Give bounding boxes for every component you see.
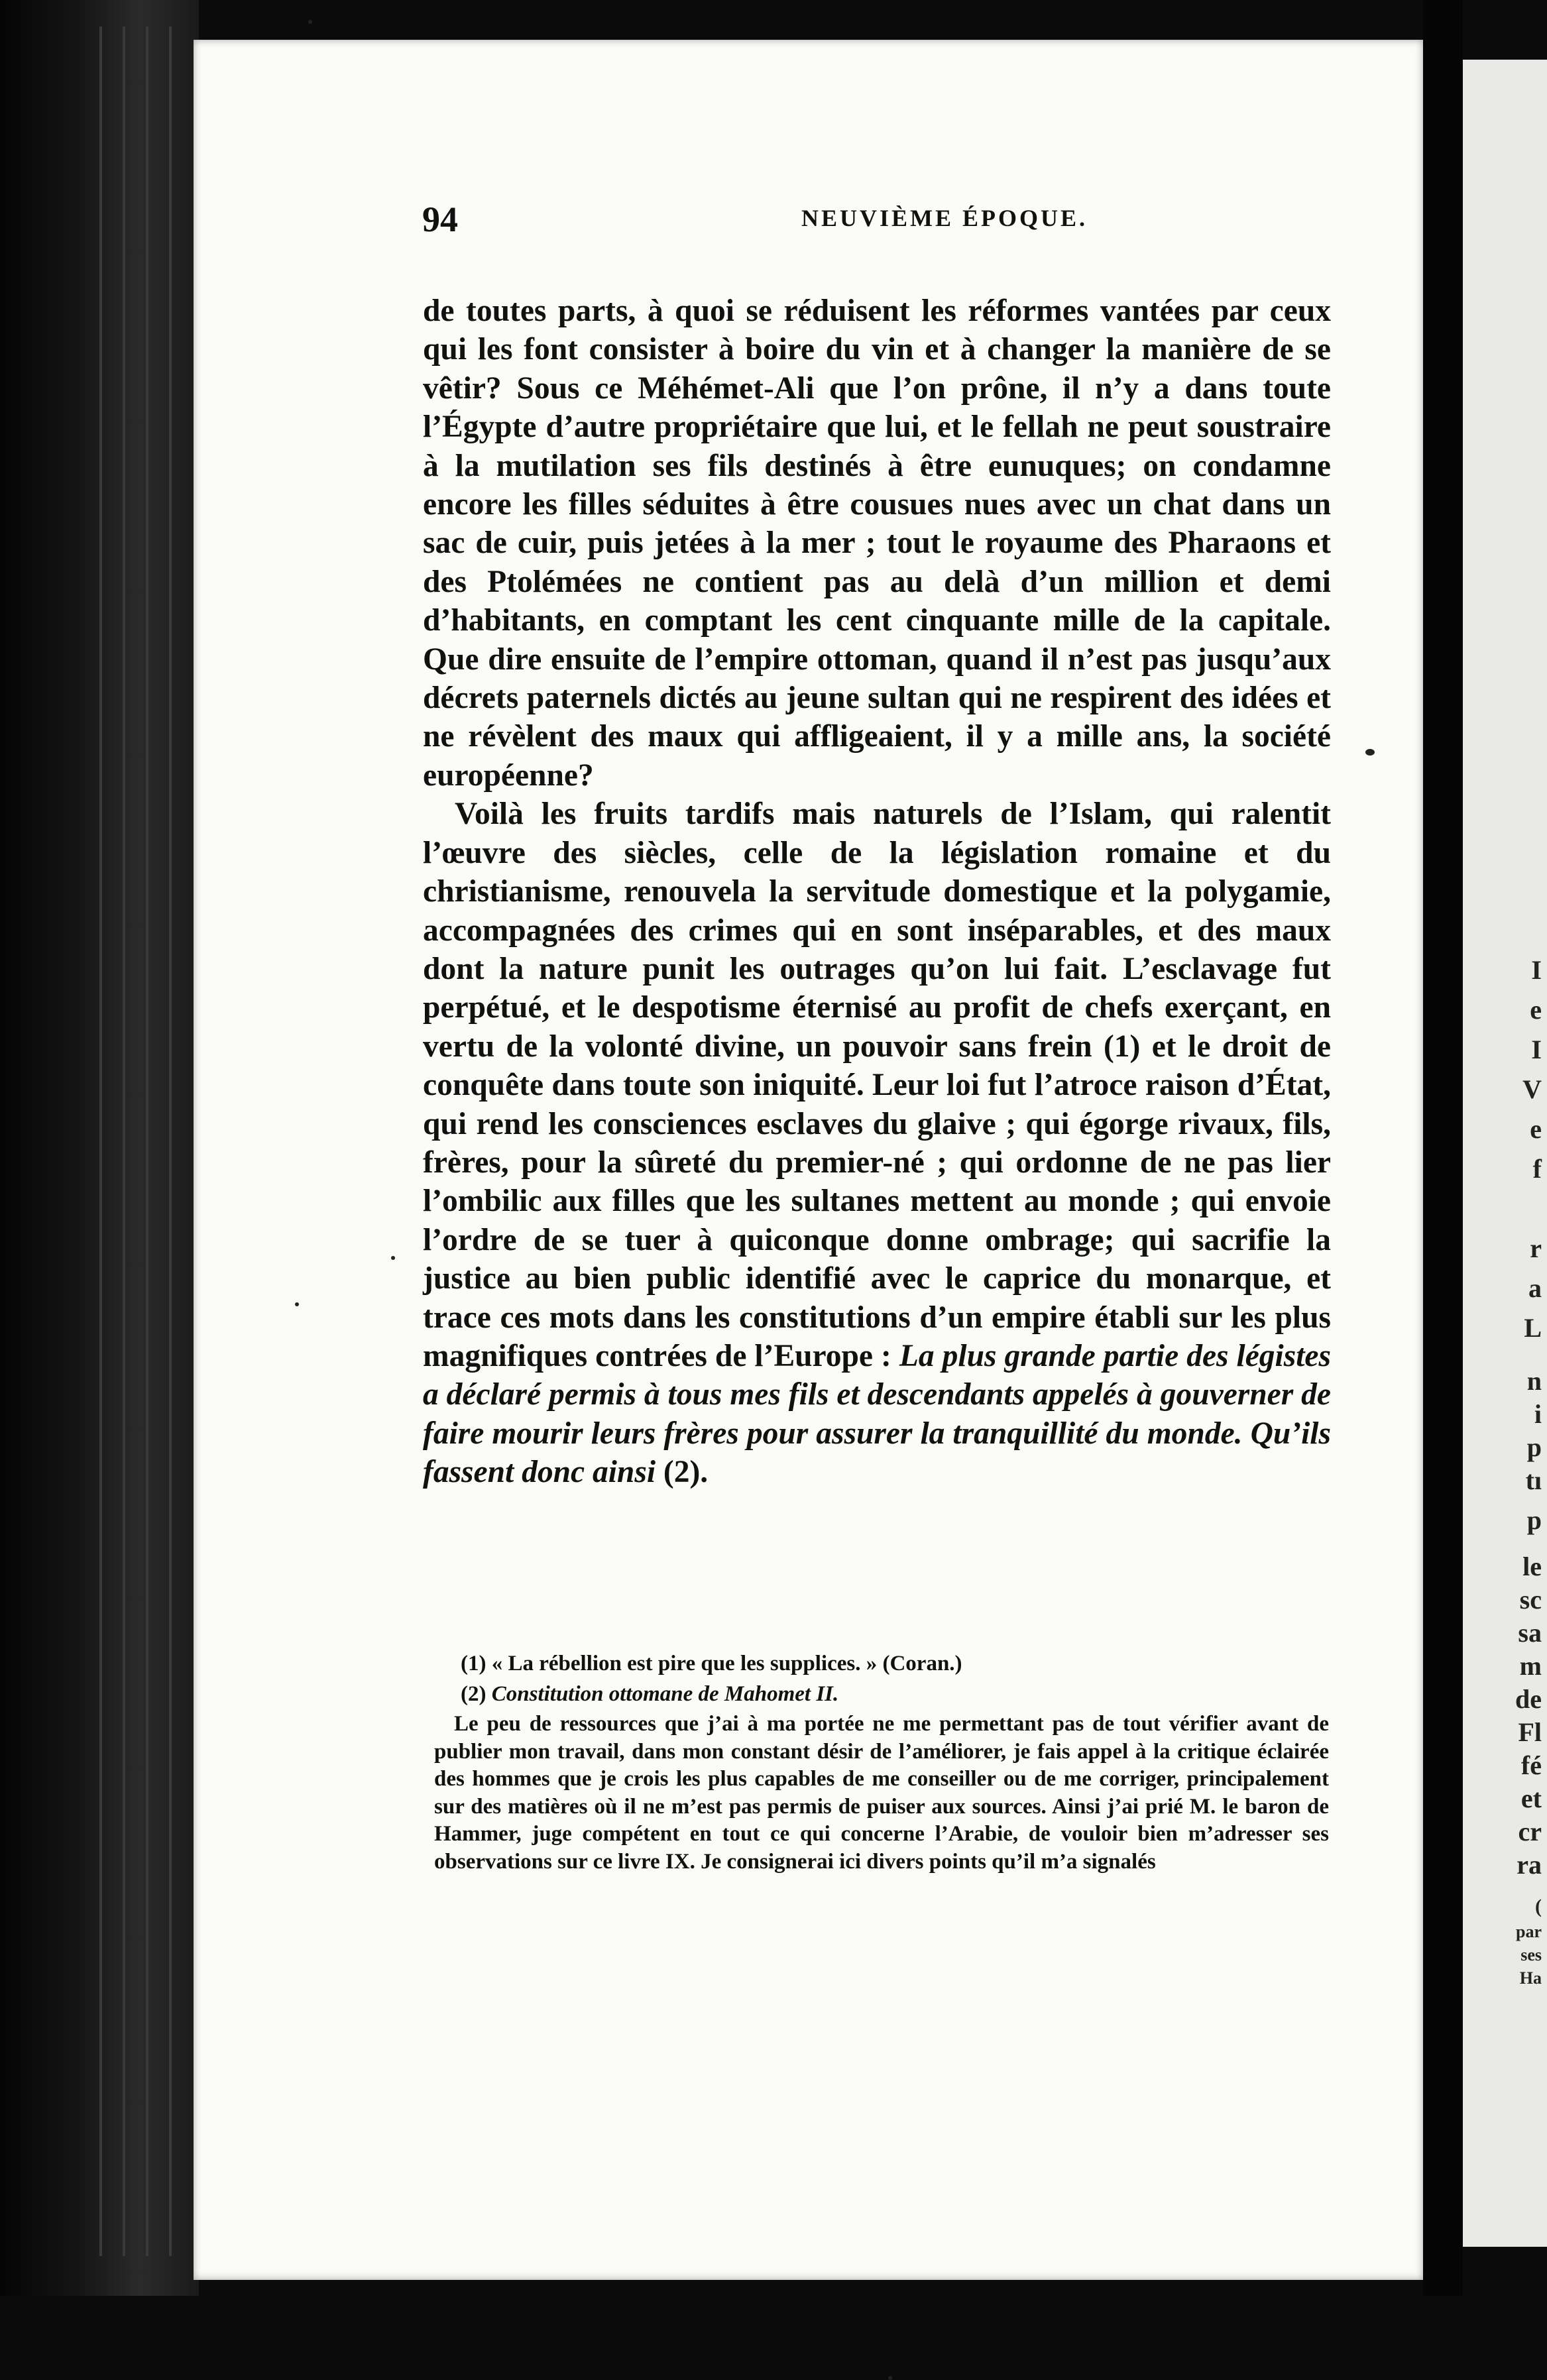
adjacent-fragment: f: [1532, 1154, 1542, 1184]
adjacent-fragment: Ha: [1519, 1968, 1542, 1988]
binding-line: [123, 27, 125, 2256]
main-text: [423, 292, 1331, 1492]
italic-quote: La plus grande partie des légistes a déclaré permis à tous mes fils et descendants appelés à gouverner de faire mourir leurs frères pour assurer la tranquillité du monde. Qu’ils fassent donc ainsi: [423, 1338, 1332, 1490]
page-gutter: [1423, 0, 1463, 2296]
paragraph-text: Voilà les fruits tardifs mais naturels de l’Islam, qui ralentit l’œuvre des siècles, celle de la législation romaine et du christianisme, renouvela la servitude domestique et la polygamie, accompagnées des crimes qui en sont inséparables, et des maux dont la nature punit les outrages qu’on lui fait. L’esclavage fut perpétué, et le despotisme éternisé au profit de chefs exerçant, en vertu de la volonté divine, un pouvoir sans frein (1) et le droit de conquête dans toute son iniquité. Leur loi fut l’atroce raison d’État, qui rend les consciences esclaves du glaive ; qui égorge rivaux, fils, frères, pour la sûreté du premier-né ; qui ordonne de ne pas lier l’ombilic aux filles que les sultanes mettent au monde ; qui envoie l’ordre de se tuer à quiconque donne ombrage; qui sacrifie la justice au bien public identifié avec le caprice du monarque, et trace ces mots dans les constitutions d’un empire établi sur les plus magnifiques contrées de l’Europe :: [423, 797, 1331, 1373]
footnote-1: [461, 1650, 1329, 1678]
footnote-marker: (2): [461, 1681, 487, 1706]
adjacent-fragment: L: [1524, 1313, 1542, 1343]
footnote-text: Constitution ottomane de Mahomet II.: [491, 1681, 839, 1706]
adjacent-fragment: m: [1519, 1651, 1542, 1681]
adjacent-fragment: p: [1526, 1505, 1542, 1535]
paragraph: [423, 795, 1331, 1491]
adjacent-fragment: cr: [1518, 1817, 1542, 1846]
adjacent-fragment: sa: [1518, 1618, 1542, 1648]
scan-speck: [391, 1256, 395, 1260]
chapter-title: NEUVIÈME ÉPOQUE.: [801, 205, 1088, 231]
adjacent-fragment: tı: [1525, 1465, 1542, 1495]
adjacent-fragment: n: [1526, 1366, 1542, 1396]
adjacent-fragment: I: [1531, 1035, 1542, 1064]
adjacent-fragment: fé: [1520, 1750, 1542, 1780]
page-number: 94: [422, 199, 458, 239]
adjacent-fragment: p: [1526, 1432, 1542, 1462]
adjacent-fragment: ses: [1520, 1945, 1542, 1964]
scan-speck: [308, 20, 312, 24]
scan-speck: [888, 2376, 892, 2380]
binding-line: [146, 27, 148, 2256]
adjacent-fragment: sc: [1519, 1585, 1542, 1615]
footnote-2: [461, 1681, 1329, 1709]
adjacent-fragment: le: [1522, 1552, 1542, 1581]
footnotes: [434, 1650, 1329, 1876]
adjacent-fragment: de: [1515, 1684, 1542, 1714]
adjacent-fragment: (: [1535, 1896, 1542, 1917]
adjacent-fragment: a: [1528, 1273, 1542, 1303]
footnote-marker: (1): [461, 1652, 487, 1675]
adjacent-fragment: e: [1530, 1114, 1542, 1144]
running-head: [229, 199, 1170, 252]
binding-line: [99, 27, 102, 2256]
scan-speck: [1365, 749, 1375, 756]
adjacent-fragment: ra: [1517, 1850, 1542, 1880]
adjacent-fragment: par: [1516, 1922, 1542, 1941]
adjacent-fragment: I: [1531, 955, 1542, 985]
adjacent-fragment: i: [1534, 1399, 1542, 1429]
adjacent-fragment: r: [1530, 1233, 1542, 1263]
scan-speck: [295, 1302, 299, 1306]
footnote-ref: (2).: [656, 1455, 709, 1490]
adjacent-fragment: e: [1530, 995, 1542, 1025]
adjacent-page-edge: [1463, 60, 1547, 2247]
binding-line: [169, 27, 172, 2256]
footnote-text: « La rébellion est pire que les supplices. » (Coran.): [491, 1652, 962, 1675]
footnote-commentary: Le peu de ressources que j’ai à ma portée ne me permettant pas de tout vérifier avant de publier mon travail, dans mon constant désir de l’améliorer, je fais appel à la critique éclairée des hommes que je crois les plus capables de me conseiller ou de me corriger, principalement sur des matières où il ne m’est pas permis de puiser aux sources. Ainsi j’ai prié M. le baron de Hammer, juge compétent en tout ce qui concerne l’Arabie, de vouloir bien m’adresser ses observations sur ce livre IX. Je consignerai ici divers points qu’il m’a signalés: [434, 1712, 1329, 1874]
paragraph: de toutes parts, à quoi se réduisent les réformes vantées par ceux qui les font consister à boire du vin et à changer la manière de se vêtir? Sous ce Méhémet-Ali que l’on prône, il n’y a dans toute l’Égypte d’autre propriétaire que lui, et le fellah ne peut soustraire à la mutilation ses fils destinés à être eunuques; on condamne encore les filles séduites à être cousues nues avec un chat dans un sac de cuir, puis jetées à la mer ; tout le royaume des Pharaons et des Ptolémées ne contient pas au delà d’un million et demi d’habitants, en comptant les cent cinquante mille de la capitale. Que dire ensuite de l’empire ottoman, quand il n’est pas jusqu’aux décrets paternels dictés au jeune sultan qui ne respirent des idées et ne révèlent des maux qui affligeaient, il y a mille ans, la société européenne?: [423, 294, 1331, 793]
adjacent-fragment: Fl: [1518, 1717, 1542, 1747]
adjacent-fragment: et: [1520, 1784, 1542, 1813]
scan-left-edge: [0, 0, 199, 2296]
adjacent-fragment: V: [1522, 1074, 1542, 1104]
